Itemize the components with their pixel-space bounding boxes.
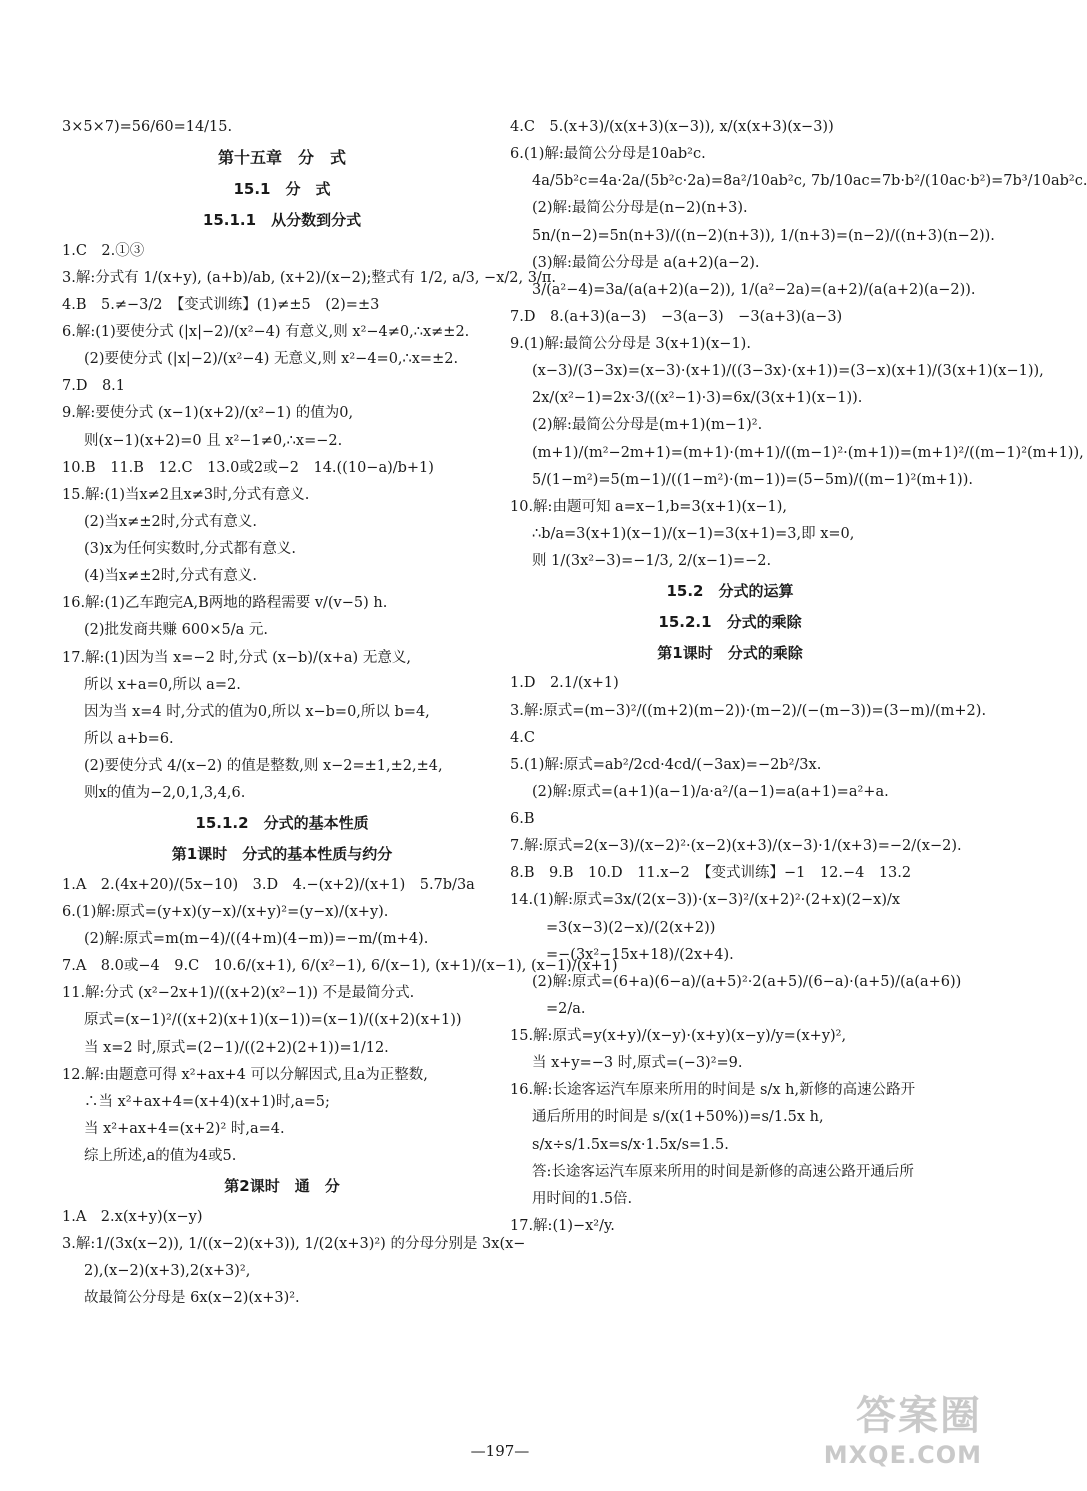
answer-line: 7.A 8.0或−4 9.C 10.6/(x+1), 6/(x²−1), 6/(x−1), (x+1)/(x−1), (x−1)/(x+1) xyxy=(62,958,618,975)
right-column xyxy=(510,118,1087,1244)
answer-line: 4.C 5.(x+3)/(x(x+3)(x−3)), x/(x(x+3)(x−3)) xyxy=(510,119,834,135)
answer-line: 1.D 2.1/(x+1) xyxy=(510,675,619,692)
answer-line: 则(x−1)(x+2)=0 且 x²−1≠0,∴x=−2. xyxy=(84,432,343,449)
answer-line: 12.解:由题意可得 x²+ax+4 可以分解因式,且a为正整数, xyxy=(62,1066,428,1083)
answer-line: 17.解:(1)−x²/y. xyxy=(510,1217,615,1234)
answer-line: 所以 x+a=0,所以 a=2. xyxy=(84,676,241,693)
answer-line: (2)解:原式=(a+1)(a−1)/a·a²/(a−1)=a(a+1)=a²+a. xyxy=(532,783,889,800)
answer-line: 16.解:长途客运汽车原来所用的时间是 s/x h,新修的高速公路开 xyxy=(510,1082,916,1099)
answer-line: (m+1)/(m²−2m+1)=(m+1)·(m+1)/((m−1)²·(m+1))=(m+1)²/((m−1)²(m+1)), xyxy=(532,444,1084,461)
answer-line: (2)要使分式 (|x|−2)/(x²−4) 无意义,则 x²−4=0,∴x=±2. xyxy=(84,351,459,368)
answer-line: 6.解:(1)要使分式 (|x|−2)/(x²−4) 有意义,则 x²−4≠0,∴x≠±2. xyxy=(62,324,470,340)
section-heading: 第十五章 分 式 xyxy=(217,148,346,168)
watermark-main: 答案圈 xyxy=(856,1393,982,1439)
section-heading: 15.2 分式的运算 xyxy=(666,582,794,601)
answer-line: 因为当 x=4 时,分式的值为0,所以 x−b=0,所以 b=4, xyxy=(84,703,430,720)
answer-line: 1.A 2.(4x+20)/(5x−10) 3.D 4.−(x+2)/(x+1) 5.7b/3a xyxy=(62,876,475,893)
answer-line: 3×5×7)=56/60=14/15. xyxy=(62,119,233,135)
answer-line: 15.解:(1)当x≠2且x≠3时,分式有意义. xyxy=(62,486,310,503)
answer-line: s/x÷s/1.5x=s/x·1.5x/s=1.5. xyxy=(532,1136,729,1153)
watermark-logo xyxy=(824,1384,982,1469)
section-heading: 第2课时 通 分 xyxy=(224,1177,340,1196)
section-heading: 第1课时 分式的乘除 xyxy=(657,643,803,662)
answer-line: 答:长途客运汽车原来所用的时间是新修的高速公路开通后所 xyxy=(532,1163,914,1180)
answer-line: 5/(1−m²)=5(m−1)/((1−m²)·(m−1))=(5−5m)/((m−1)²(m+1)). xyxy=(532,471,973,488)
answer-line: 用时间的1.5倍. xyxy=(532,1190,633,1207)
watermark-sub: MXQE.COM xyxy=(823,1441,982,1469)
answer-line: 9.(1)解:最简公分母是 3(x+1)(x−1). xyxy=(510,336,751,352)
answer-line: 3/(a²−4)=3a/(a(a+2)(a−2)), 1/(a²−2a)=(a+2)/(a(a+2)(a−2)). xyxy=(532,281,976,298)
answer-line: 6.B xyxy=(510,811,535,827)
answer-line: (2)解:原式=(6+a)(6−a)/(a+5)²·2(a+5)/(6−a)·(a+5)/(a(a+6)) xyxy=(532,973,962,990)
answer-line: 7.解:原式=2(x−3)/(x−2)²·(x−2)(x+3)/(x−3)·1/(x+3)=−2/(x−2). xyxy=(510,838,962,855)
section-heading: 15.2.1 分式的乘除 xyxy=(658,612,802,631)
answer-line: =−(3x²−15x+18)/(2x+4). xyxy=(546,946,734,963)
answer-line: (2)当x≠±2时,分式有意义. xyxy=(84,513,257,530)
answer-line: (2)解:原式=m(m−4)/((4+m)(4−m))=−m/(m+4). xyxy=(84,931,429,947)
answer-line: 7.D 8.(a+3)(a−3) −3(a−3) −3(a+3)(a−3) xyxy=(510,308,843,325)
answer-line: 10.解:由题可知 a=x−1,b=3(x+1)(x−1), xyxy=(510,498,788,515)
answer-line: 9.解:要使分式 (x−1)(x+2)/(x²−1) 的值为0, xyxy=(62,405,354,422)
answer-line: 当 x²+ax+4=(x+2)² 时,a=4. xyxy=(84,1120,285,1137)
answer-line: 8.B 9.B 10.D 11.x−2 【变式训练】−1 12.−4 13.2 xyxy=(510,865,912,882)
answer-line: 故最简公分母是 6x(x−2)(x+3)². xyxy=(84,1290,300,1307)
answer-line: 所以 a+b=6. xyxy=(84,730,174,747)
page-number: —197— xyxy=(470,1442,530,1460)
answer-line: 1.C 2.①③ xyxy=(62,242,145,259)
section-heading: 15.1.2 分式的基本性质 xyxy=(195,814,369,833)
answer-line: (2)批发商共赚 600×5/a 元. xyxy=(84,622,268,639)
answer-line: 3.解:1/(3x(x−2)), 1/((x−2)(x+3)), 1/(2(x+3)²) 的分母分别是 3x(x− xyxy=(62,1236,526,1252)
answer-line: ∴当 x²+ax+4=(x+4)(x+1)时,a=5; xyxy=(84,1093,330,1110)
answer-line: (2)解:最简公分母是(n−2)(n+3). xyxy=(532,200,748,217)
answer-line: 则x的值为−2,0,1,3,4,6. xyxy=(84,785,246,802)
section-heading: 15.1.1 从分数到分式 xyxy=(202,210,362,229)
answer-line: 14.(1)解:原式=3x/(2(x−3))·(x−3)²/(x+2)²·(2+x)(2−x)/x xyxy=(510,892,901,909)
answer-line: ∴b/a=3(x+1)(x−1)/(x−1)=3(x+1)=3,即 x=0, xyxy=(532,525,855,542)
answer-line: 当 x+y=−3 时,原式=(−3)²=9. xyxy=(532,1055,743,1072)
answer-line: 15.解:原式=y(x+y)/(x−y)·(x+y)(x−y)/y=(x+y)², xyxy=(510,1028,847,1044)
answer-line: (3)x为任何实数时,分式都有意义. xyxy=(84,541,296,557)
answer-line: (x−3)/(3−3x)=(x−3)·(x+1)/((3−3x)·(x+1))=(3−x)(x+1)/(3(x+1)(x−1)), xyxy=(532,363,1044,380)
answer-line: 4.B 5.≠−3/2 【变式训练】(1)≠±5 (2)=±3 xyxy=(62,296,380,313)
answer-line: (3)解:最简公分母是 a(a+2)(a−2). xyxy=(532,254,760,271)
answer-line: (4)当x≠±2时,分式有意义. xyxy=(84,568,257,585)
answer-line: 6.(1)解:最简公分母是10ab²c. xyxy=(510,146,706,163)
answer-line: 6.(1)解:原式=(y+x)(y−x)/(x+y)²=(y−x)/(x+y). xyxy=(62,903,389,920)
section-heading: 第1课时 分式的基本性质与约分 xyxy=(171,845,393,863)
answer-line: (2)要使分式 4/(x−2) 的值是整数,则 x−2=±1,±2,±4, xyxy=(84,758,443,774)
answer-line: 4.C xyxy=(510,729,535,746)
answer-line: 则 1/(3x²−3)=−1/3, 2/(x−1)=−2. xyxy=(532,553,772,569)
answer-line: =2/a. xyxy=(546,1000,586,1017)
answer-line: 通后所用的时间是 s/(x(1+50%))=s/1.5x h, xyxy=(532,1109,824,1126)
answer-line: 7.D 8.1 xyxy=(62,378,126,395)
section-heading: 15.1 分 式 xyxy=(233,180,331,199)
answer-line: 10.B 11.B 12.C 13.0或2或−2 14.((10−a)/b+1) xyxy=(62,459,434,476)
answer-line: 2x/(x²−1)=2x·3/((x²−1)·3)=6x/(3(x+1)(x−1)). xyxy=(532,390,863,407)
answer-line: 11.解:分式 (x²−2x+1)/((x+2)(x²−1)) 不是最简分式. xyxy=(62,985,415,1002)
answer-line: 2),(x−2)(x+3),2(x+3)², xyxy=(84,1263,251,1280)
answer-line: 3.解:分式有 1/(x+y), (a+b)/ab, (x+2)/(x−2);整式有 1/2, a/3, −x/2, 3/π. xyxy=(62,269,556,286)
answer-line: 综上所述,a的值为4或5. xyxy=(84,1148,237,1164)
answer-line: 原式=(x−1)²/((x+2)(x+1)(x−1))=(x−1)/((x+2)(x+1)) xyxy=(84,1012,462,1029)
answer-line: 3.解:原式=(m−3)²/((m+2)(m−2))·(m−2)/(−(m−3))=(3−m)/(m+2). xyxy=(510,702,987,719)
answer-line: =3(x−3)(2−x)/(2(x+2)) xyxy=(546,919,716,936)
answer-line: 当 x=2 时,原式=(2−1)/((2+2)(2+1))=1/12. xyxy=(84,1039,389,1056)
answer-line: 16.解:(1)乙车跑完A,B两地的路程需要 v/(v−5) h. xyxy=(62,595,388,612)
answer-line: 5.(1)解:原式=ab²/2cd·4cd/(−3ax)=−2b²/3x. xyxy=(510,756,822,773)
answer-line: 1.A 2.x(x+y)(x−y) xyxy=(62,1208,203,1225)
answer-line: 5n/(n−2)=5n(n+3)/((n−2)(n+3)), 1/(n+3)=(n−2)/((n+3)(n−2)). xyxy=(532,227,995,244)
answer-line: 4a/5b²c=4a·2a/(5b²c·2a)=8a²/10ab²c, 7b/10ac=7b·b²/(10ac·b²)=7b³/10ab²c. xyxy=(532,173,1087,190)
answer-line: (2)解:最简公分母是(m+1)(m−1)². xyxy=(532,417,763,434)
answer-line: 17.解:(1)因为当 x=−2 时,分式 (x−b)/(x+a) 无意义, xyxy=(62,649,411,666)
